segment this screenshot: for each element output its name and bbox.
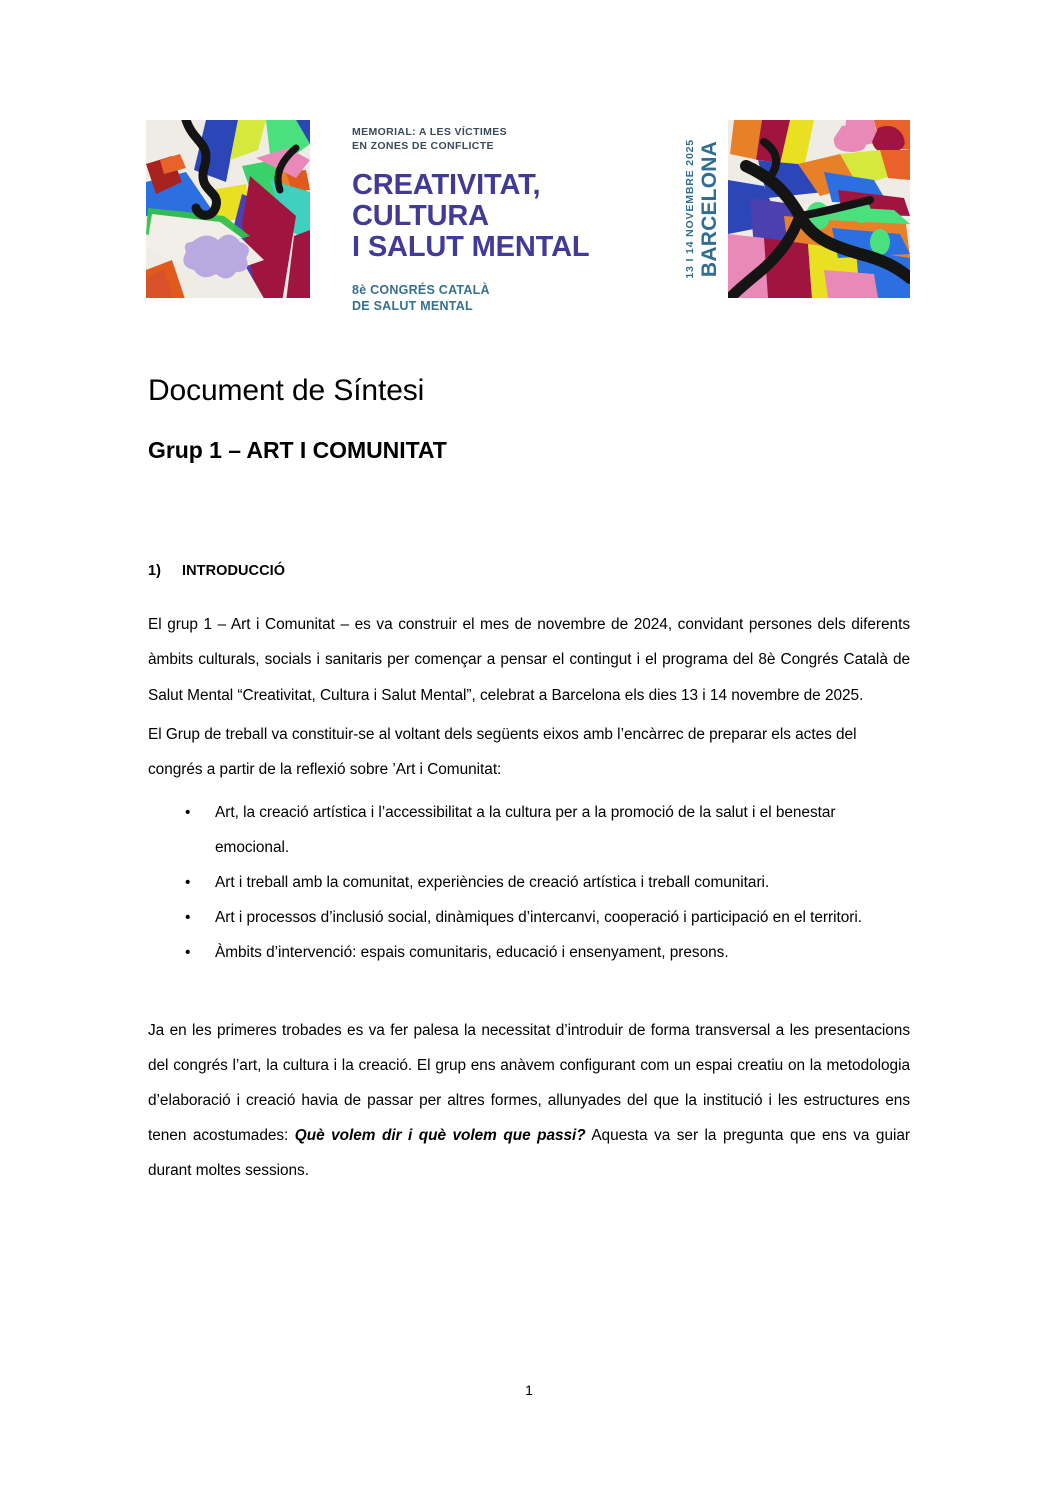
paragraph-final-emphasis: Què volem dir i què volem que passi? [294, 1126, 586, 1144]
banner-main-title [352, 170, 688, 264]
bullet-icon: • [185, 944, 191, 962]
group-subtitle: Grup 1 – ART I COMUNITAT [148, 436, 447, 463]
banner-city-vertical: BARCELONA [698, 140, 721, 278]
list-item [148, 900, 910, 935]
banner-text-block [310, 120, 688, 314]
section-heading-label: INTRODUCCIÓ [182, 563, 286, 580]
bullet-icon: • [185, 909, 191, 927]
section-heading-introduccio [148, 563, 910, 579]
list-item-label: Art i processos d’inclusió social, dinàmiques d’intercanvi, cooperació i participació en el territori. [215, 909, 862, 927]
banner-title-line-1: CREATIVITAT, [352, 168, 541, 201]
bullet-icon: • [185, 803, 191, 821]
list-item [148, 935, 910, 970]
banner-congres-line-2: DE SALUT MENTAL [352, 299, 473, 314]
list-item-label: Àmbits d’intervenció: espais comunitaris, educació i ensenyament, presons. [215, 944, 729, 962]
banner-memorial-line-1: MEMORIAL: A LES VÍCTIMES [352, 126, 508, 138]
list-item-label: Art, la creació artística i l’accessibilitat a la cultura per a la promoció de la salut i el benestar emocional. [215, 803, 836, 856]
banner-memorial-text [352, 126, 688, 154]
list-item-label: Art i treball amb la comunitat, experiències de creació artística i treball comunitari. [215, 874, 770, 892]
list-item [148, 865, 910, 900]
banner-date-vertical: 13 I 14 NOVEMBRE 2025 [684, 139, 696, 279]
banner-vertical-text-group [684, 120, 722, 298]
paragraph-grup-treball: El Grup de treball va constituir-se al voltant dels següents eixos amb l’encàrrec de preparar els actes del congrés a partir de la reflexió sobre ’Art i Comunitat: [148, 725, 857, 778]
eixos-list [148, 795, 910, 971]
document-content [148, 372, 910, 1188]
section-number: 1) [148, 563, 162, 580]
banner-title-line-2: CULTURA [352, 200, 489, 233]
banner-right-block [684, 120, 910, 302]
banner-artwork-right [728, 120, 910, 298]
list-item [148, 795, 910, 865]
page-title: Document de Síntesi [148, 374, 425, 407]
paragraph-final [148, 1013, 910, 1189]
banner-artwork-left [146, 120, 310, 302]
bullet-icon: • [185, 874, 191, 892]
paragraph-final-part1: Ja en les primeres trobades es va fer palesa la necessitat d’introduir de forma transversal a les presentacions del congrés l’art, la cultura i la creació. El grup ens anàvem configurant com un espai creatiu on la metodologia d’elaboració i creació havia de passar per altres formes, allunyades del que la institució i les estructures ens tenen acostumades: [148, 1021, 910, 1144]
banner-memorial-line-2: EN ZONES DE CONFLICTE [352, 139, 494, 152]
page-number: 1 [525, 1382, 533, 1398]
paragraph-intro: El grup 1 – Art i Comunitat – es va construir el mes de novembre de 2024, convidant persones dels diferents àmbits culturals, socials i sanitaris per començar a pensar el contingut i el programa del 8è Congrés Català de Salut Mental “Creativitat, Cultura i Salut Mental”, celebrat a Barcelona els dies 13 i 14 novembre de 2025. [148, 616, 910, 704]
banner-title-line-3: I SALUT MENTAL [352, 231, 590, 264]
paragraph-final-part2: Aquesta va ser la pregunta que ens va guiar durant moltes sessions. [148, 1126, 910, 1179]
paragraph-final-block [148, 1013, 910, 1189]
banner-congres-line-1: 8è CONGRÉS CATALÀ [352, 282, 490, 297]
banner-congress-subtitle [352, 282, 688, 315]
congress-banner [146, 120, 910, 314]
